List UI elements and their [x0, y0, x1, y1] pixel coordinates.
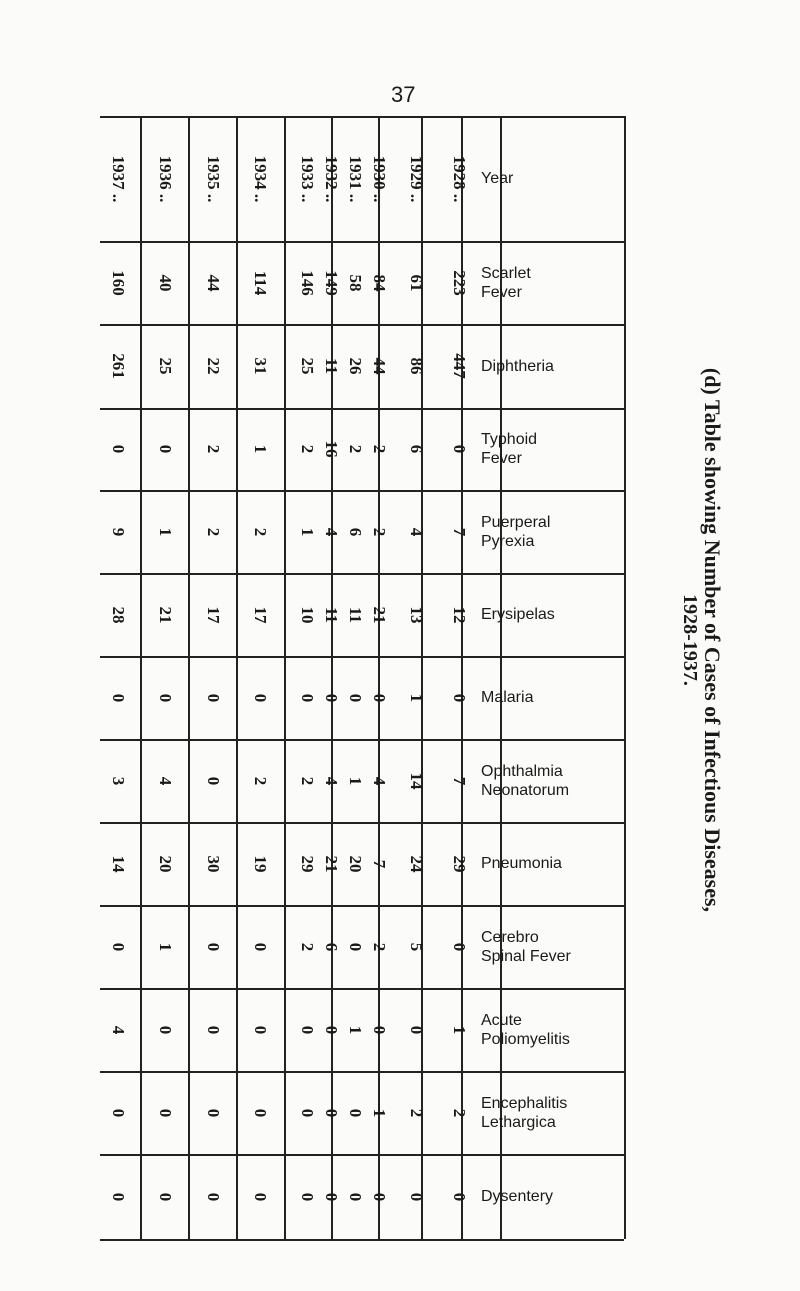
column-header-line: Spinal Fever [481, 947, 571, 965]
table-cell: 4 [322, 527, 341, 536]
table-cell: 1 [450, 1025, 469, 1034]
table-cell: 3 [109, 776, 128, 785]
column-header-line: Fever [481, 283, 522, 301]
table-cell: 261 [109, 353, 128, 379]
table-cell: 0 [407, 1025, 426, 1034]
year-cell: 1937 .. [109, 155, 128, 203]
year-cell: 1933 .. [298, 155, 317, 203]
column-header-line: Year [481, 170, 514, 187]
table-cell: 0 [450, 693, 469, 702]
table-cell: 2 [251, 776, 270, 785]
table-column-rule [236, 116, 238, 1239]
table-cell: 31 [251, 357, 270, 375]
table-cell: 0 [322, 1025, 341, 1034]
table-cell: 44 [370, 357, 389, 375]
table-cell: 29 [298, 855, 317, 872]
table-cell: 0 [156, 693, 175, 702]
column-header-line: Ophthalmia [481, 762, 563, 780]
table-cell: 1 [346, 1025, 365, 1034]
column-header-line: Malaria [481, 689, 534, 706]
year-cell: 1928 .. [450, 155, 469, 203]
table-rule [100, 573, 624, 575]
table-cell: 7 [370, 859, 389, 868]
table-cell: 58 [346, 274, 365, 291]
table-cell: 2 [370, 527, 389, 536]
table-rule [100, 739, 624, 741]
table-cell: 12 [450, 606, 469, 623]
table-cell: 19 [251, 855, 270, 872]
table-cell: 4 [322, 776, 341, 785]
column-header [481, 169, 621, 188]
table-cell: 0 [156, 1192, 175, 1201]
column-header [481, 1187, 621, 1206]
table-cell: 0 [370, 1192, 389, 1201]
table-cell: 0 [298, 1192, 317, 1201]
table-cell: 0 [298, 1025, 317, 1034]
year-cell: 1932 .. [322, 155, 341, 203]
table-cell: 0 [109, 942, 128, 951]
table-cell: 114 [251, 270, 270, 295]
table-rule [100, 988, 624, 990]
table-cell: 11 [322, 606, 341, 623]
table-title [653, 140, 723, 1140]
table-cell: 0 [407, 1192, 426, 1201]
column-header-line: Typhoid [481, 431, 538, 448]
year-cell: 1934 .. [251, 155, 270, 203]
table-cell: 21 [370, 606, 389, 623]
table-cell: 2 [370, 444, 389, 454]
table-cell: 0 [156, 1025, 175, 1034]
column-header [481, 357, 621, 376]
table-cell: 25 [298, 357, 317, 375]
table-cell: 0 [156, 444, 175, 454]
table-cell: 4 [370, 776, 389, 785]
table-cell: 0 [346, 942, 365, 951]
column-header-line: Pneumonia [481, 855, 562, 872]
table-cell: 0 [204, 1192, 223, 1201]
table-cell: 17 [251, 606, 270, 623]
table-cell: 2 [346, 444, 365, 454]
table-cell: 0 [322, 1108, 341, 1117]
table-rule [100, 905, 624, 907]
table-column-rule [140, 116, 142, 1239]
table-cell: 0 [370, 693, 389, 702]
column-header-line: Puerperal [481, 513, 551, 531]
year-cell: 1929 .. [407, 155, 426, 203]
table-cell: 0 [251, 1108, 270, 1117]
table-cell: 0 [346, 1192, 365, 1201]
table-cell: 4 [407, 527, 426, 536]
table-rule [100, 116, 624, 118]
table-cell: 0 [298, 1108, 317, 1117]
table-cell: 1 [156, 527, 175, 536]
column-header-line: Diphtheria [481, 357, 554, 375]
table-cell: 0 [322, 693, 341, 702]
table-cell: 2 [204, 527, 223, 536]
table-cell: 5 [407, 942, 426, 951]
table-cell: 1 [346, 776, 365, 785]
table-rule [100, 324, 624, 326]
table-cell: 0 [204, 1025, 223, 1034]
table-cell: 0 [251, 942, 270, 951]
table-cell: 6 [346, 527, 365, 536]
column-header-line: Encephalitis [481, 1094, 568, 1112]
table-cell: 0 [346, 693, 365, 702]
table-cell: 0 [156, 1108, 175, 1117]
table-cell: 160 [109, 269, 128, 296]
table-cell: 0 [204, 776, 223, 785]
table-cell: 146 [298, 269, 317, 296]
table-cell: 0 [204, 942, 223, 951]
table-cell: 16 [322, 440, 341, 458]
table-title-line1: (d) Table showing Number of Cases of Infectious Diseases, [700, 367, 725, 913]
column-header-line: Cerebro [481, 928, 539, 946]
table-cell: 14 [109, 855, 128, 872]
table-rule [100, 241, 624, 243]
page-number: 37 [391, 82, 416, 107]
table-cell: 2 [298, 444, 317, 454]
table-cell: 4 [156, 776, 175, 785]
table-cell: 0 [251, 1192, 270, 1201]
table-cell: 0 [450, 1192, 469, 1201]
table-cell: 7 [450, 527, 469, 536]
column-header-line: Pyrexia [481, 532, 535, 550]
column-header [481, 928, 621, 966]
table-rule [100, 408, 624, 410]
table-cell: 61 [407, 274, 426, 291]
table-cell: 1 [298, 527, 317, 536]
table-cell: 0 [370, 1025, 389, 1034]
table-rule [100, 656, 624, 658]
table-cell: 28 [109, 606, 128, 623]
table-cell: 7 [450, 776, 469, 785]
table-rule [100, 1071, 624, 1073]
table-column-rule [624, 116, 626, 1239]
column-header-line: Lethargica [481, 1113, 556, 1131]
column-header-line: Fever [481, 450, 522, 467]
column-header-line: Acute [481, 1011, 522, 1029]
column-header [481, 605, 621, 624]
table-cell: 26 [346, 357, 365, 375]
table-cell: 13 [407, 606, 426, 623]
table-cell: 84 [370, 274, 389, 291]
table-cell: 2 [204, 444, 223, 454]
table-column-rule [284, 116, 286, 1239]
table-cell: 447 [450, 353, 469, 379]
column-header-line: Neonatorum [481, 781, 570, 799]
table-rule [100, 490, 624, 492]
table-cell: 6 [322, 942, 341, 951]
column-header-line: Scarlet [481, 264, 531, 282]
table-cell: 11 [322, 357, 341, 375]
table-cell: 2 [407, 1108, 426, 1117]
table-cell: 11 [346, 606, 365, 623]
table-cell: 0 [204, 1108, 223, 1117]
table-cell: 25 [156, 357, 175, 375]
table-cell: 2 [251, 527, 270, 536]
table-cell: 0 [346, 1108, 365, 1117]
table-cell: 0 [109, 693, 128, 702]
column-header [481, 688, 621, 707]
table-cell: 223 [450, 269, 469, 296]
table-cell: 9 [109, 527, 128, 536]
table-cell: 10 [298, 606, 317, 623]
table-cell: 0 [204, 693, 223, 702]
table-title-line2: 1928-1937. [679, 594, 701, 686]
table-cell: 0 [322, 1192, 341, 1201]
column-header-line: Dysentery [481, 1188, 554, 1205]
year-cell: 1930 .. [370, 155, 389, 203]
table-cell: 2 [450, 1108, 469, 1117]
table-cell: 1 [370, 1108, 389, 1117]
table-cell: 1 [407, 693, 426, 702]
year-cell: 1935 .. [204, 155, 223, 203]
table-cell: 29 [450, 855, 469, 872]
table-cell: 0 [109, 1108, 128, 1117]
column-header [481, 762, 621, 800]
column-header [481, 513, 621, 551]
table-cell: 0 [450, 444, 469, 454]
table-cell: 1 [156, 942, 175, 951]
column-header-line: Poliomyelitis [481, 1030, 570, 1048]
table-cell: 2 [298, 942, 317, 951]
table-cell: 0 [109, 1192, 128, 1201]
column-header [481, 1094, 621, 1132]
table-rule [100, 1239, 624, 1241]
table-cell: 40 [156, 274, 175, 291]
table-cell: 0 [251, 1025, 270, 1034]
table-cell: 44 [204, 274, 223, 291]
table-rule [100, 1154, 624, 1156]
table-cell: 20 [156, 855, 175, 872]
table-cell: 2 [370, 942, 389, 951]
table-cell: 30 [204, 855, 223, 872]
table-cell: 20 [346, 855, 365, 872]
table-cell: 1 [251, 444, 270, 454]
table-cell: 86 [407, 357, 426, 375]
table-cell: 0 [251, 693, 270, 702]
table-cell: 21 [156, 606, 175, 623]
table-cell: 149 [322, 269, 341, 296]
table-cell: 0 [298, 693, 317, 702]
column-header [481, 264, 621, 302]
table-cell: 6 [407, 444, 426, 454]
table-cell: 0 [109, 444, 128, 454]
table-cell: 4 [109, 1025, 128, 1034]
table-column-rule [188, 116, 190, 1239]
table-cell: 2 [298, 776, 317, 785]
column-header [481, 854, 621, 873]
table-cell: 14 [407, 772, 426, 789]
year-cell: 1931 .. [346, 155, 365, 203]
table-cell: 21 [322, 855, 341, 872]
year-cell: 1936 .. [156, 155, 175, 203]
column-header [481, 1011, 621, 1049]
column-header [481, 430, 621, 468]
column-header-line: Erysipelas [481, 606, 555, 623]
table-cell: 22 [204, 357, 223, 375]
table-cell: 0 [450, 942, 469, 951]
table-cell: 24 [407, 855, 426, 872]
table-rule [100, 822, 624, 824]
table-cell: 17 [204, 606, 223, 623]
